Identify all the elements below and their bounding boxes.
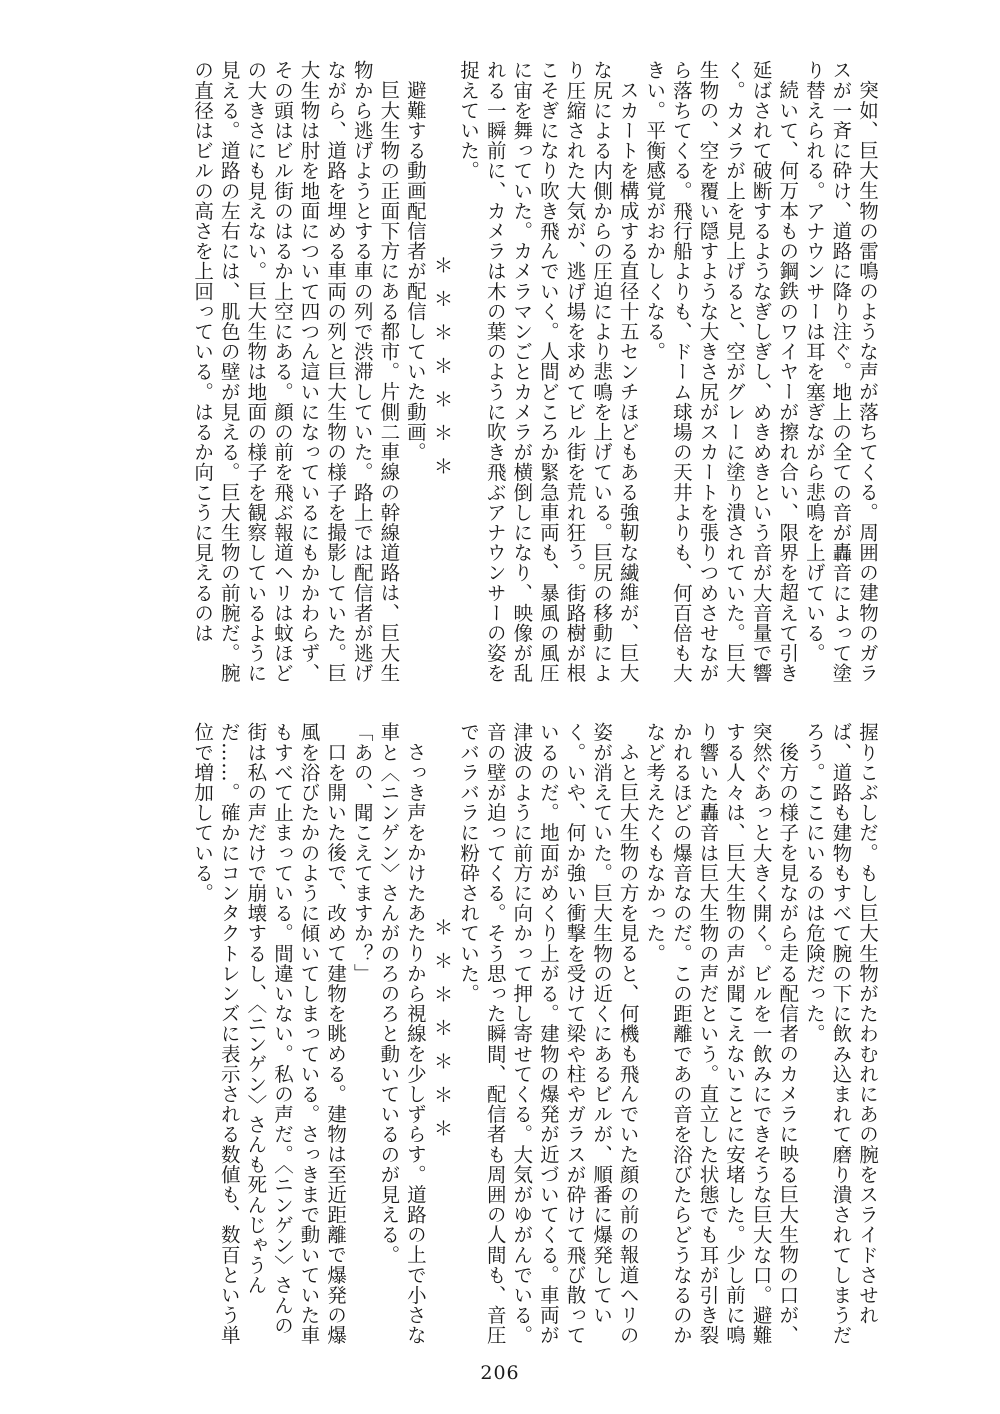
section-separator: ＊＊＊＊＊＊＊ — [430, 255, 454, 490]
lower-text-block — [120, 722, 880, 1347]
paragraph: 「あの、聞こえてますか？」 — [350, 722, 374, 984]
paragraph: 口を開いた後で、改めて建物を眺める。建物は至近距離で爆発の爆風を浴びたかのように傾いてしまっている。さっきまで動いていた車もすべて止まっている。間違いない。私の声だ。〈ニンゲン〉さんの街は私の声だけで崩壊するし、〈ニンゲン〉さんも死んじゃうんだ……。確かにコンタクトレンズに表示される数値も、数百という単位で増加している。 — [191, 722, 348, 1346]
paragraph: 巨大生物の正面下方にある都市。片側二車線の幹線道路は、巨大生物から逃げようとする車の列で渋滞していた。路上では配信者が逃げながら、道路を埋める車両の列と巨大生物の様子を撮影していた。巨大生物は肘を地面について四つん這いになっているにもかかわらず、その頭はビル街のはるか上空にある。顔の前を飛ぶ報道ヘリは蚊ほどの大きさにも見えない。巨大生物は地面の様子を観察しているように見える。道路の左右には、肌色の壁が見える。巨大生物の前腕だ。腕の直径はビルの高さを上回っている。はるか向こうに見えるのは — [191, 60, 401, 684]
paragraph: 後方の様子を見ながら走る配信者のカメラに映る巨大生物の口が、突然ぐあっと大きく開く。ビルを一飲みにできそうな巨大な口。避難する人々は、巨大生物の声が聞こえないことに安堵した。少し前に鳴り響いた轟音は巨大生物の声だという。直立した状態でも耳が引き裂かれるほどの爆音なのだ。この距離であの音を浴びたらどうなるのかなど考えたくもなかった。 — [643, 722, 800, 1346]
paragraph: 突如、巨大生物の雷鳴のような声が落ちてくる。周囲の建物のガラスが一斉に砕け、道路に降り注ぐ。地上の全ての音が轟音によって塗り替えられる。アナウンサーは耳を塞ぎながら悲鳴を上げている。 — [802, 60, 879, 684]
paragraph: 続いて、何万本もの鋼鉄のワイヤーが擦れ合い、限界を超えて引き延ばされて破断するようなぎしぎし、めきめきという音が大音量で響く。カメラが上を見上げると、空がグレーに塗り潰されていた。巨大生物の、空を覆い隠すような大きさ尻がスカートを張りつめさせながら落ちてくる。飛行船よりも、ドーム球場の天井よりも、何百倍も大きい。平衡感覚がおかしくなる。 — [643, 60, 800, 684]
page-number: 206 — [480, 1362, 520, 1384]
paragraph: 握りこぶしだ。もし巨大生物がたわむれにあの腕をスライドさせれば、道路も建物もすべて腕の下に飲み込まれて磨り潰されてしまうだろう。ここにいるのは危険だった。 — [802, 722, 879, 1346]
paragraph: ふと巨大生物の方を見ると、何機も飛んでいた顔の前の報道ヘリの姿が消えていた。巨大生物の近くにあるビルが、順番に爆発していく。いや、何か強い衝撃を受けて梁や柱やガラスが砕けて飛び散っているのだ。地面がめくり上がる。建物の爆発が近づいてくる。車両が津波のように前方に向かって押し寄せてくる。大気がゆがんでいる。音の壁が迫ってくる。そう思った瞬間、配信者も周囲の人間も、音圧でバラバラに粉砕されていた。 — [457, 722, 640, 1346]
paragraph: スカートを構成する直径十五センチほどもある強靭な繊維が、巨大な尻による内側からの圧迫により悲鳴を上げている。巨尻の移動により圧縮された大気が、逃げ場を求めてビル街を荒れ狂う。街路樹が根こそぎになり吹き飛んでいく。人間どころか緊急車両も、暴風の風圧に宙を舞っていた。カメラマンごとカメラが横倒しになり、映像が乱れる一瞬前に、カメラは木の葉のように吹き飛ぶアナウンサーの姿を捉えていた。 — [457, 60, 640, 684]
upper-text-block — [120, 60, 880, 685]
paragraph: さっき声をかけたあたりから視線を少しずらす。道路の上で小さな車と〈ニンゲン〉さんがのろのろと動いているのが見える。 — [377, 722, 427, 1345]
paragraph: 避難する動画配信者が配信していた動画。 — [403, 79, 427, 462]
section-separator: ＊＊＊＊＊＊＊ — [430, 917, 454, 1152]
